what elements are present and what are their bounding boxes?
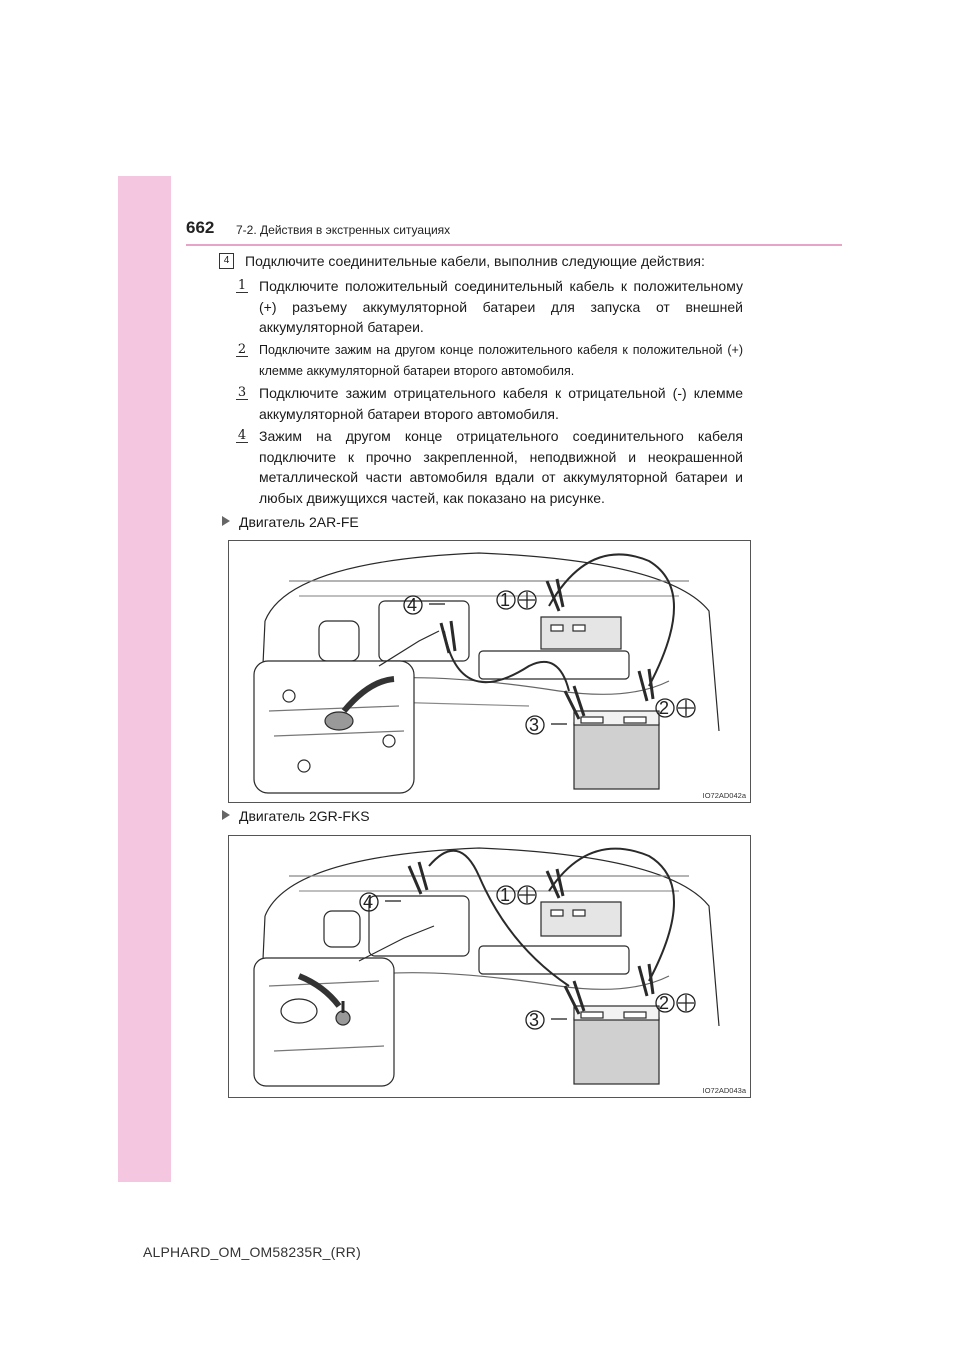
step-intro: Подключите соединительные кабели, выполнив следующие действия: [245,253,705,269]
substep-text: Зажим на другом конце отрицательного соединительного кабеля подключите к прочно закрепленной, неподвижной и неокрашенной металлической части автомобиля вдали от аккумуляторной батареи и любых движущихся частей, как показано на рисунке. [259,428,743,506]
figure-code: IO72AD043a [702,1086,746,1095]
callout-2: 2 [659,698,670,718]
triangle-bullet-icon [222,810,230,820]
sidebar-tab [118,176,171,1182]
callout-4: 4 [407,595,418,615]
substep-text: Подключите зажим на другом конце положительного кабеля к положительной (+) клемме аккумуляторной батареи второго автомобиля. [259,343,743,378]
engine-illustration [229,836,750,1097]
engine-label: Двигатель 2AR-FE [239,514,359,530]
figure-2gr-fks [228,835,751,1098]
substep-text: Подключите зажим отрицательного кабеля к отрицательной (-) клемме аккумуляторной батареи второго автомобиля. [259,385,743,422]
engine-heading [222,514,359,530]
callout-3: 3 [529,1010,540,1030]
callout-4: 4 [363,892,374,912]
figure-code: IO72AD042a [702,791,746,800]
figure-2ar-fe [228,540,751,803]
header-rule [186,244,842,246]
callout-3: 3 [529,715,540,735]
substep-number: 1 [237,278,247,293]
substep-number: 3 [237,385,247,400]
triangle-bullet-icon [222,516,230,526]
engine-label: Двигатель 2GR-FKS [239,808,370,824]
callout-1: 1 [500,885,511,905]
footer-doc-id: ALPHARD_OM_OM58235R_(RR) [143,1244,361,1260]
section-title: 7-2. Действия в экстренных ситуациях [236,223,451,237]
callout-1: 1 [500,590,511,610]
page-number: 662 [186,218,215,237]
substep-text: Подключите положительный соединительный кабель к положительному (+) разъему аккумуляторной батареи для запуска от внешней аккумуляторной батареи. [259,278,743,335]
substep-number: 4 [237,428,247,443]
substep-number: 2 [237,342,247,357]
engine-illustration [229,541,750,802]
callout-2: 2 [659,993,670,1013]
step-number-box: 4 [219,253,234,269]
engine-heading [222,808,370,824]
